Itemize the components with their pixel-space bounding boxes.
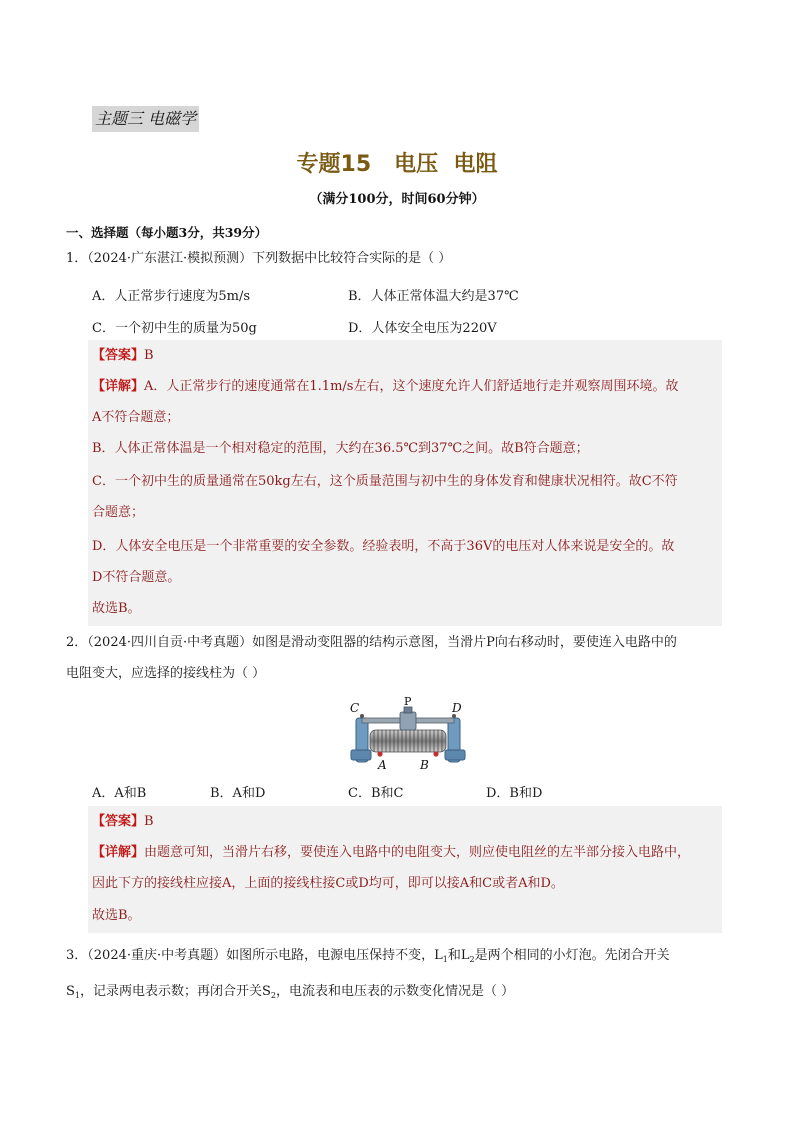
q2-detail-line-1 bbox=[92, 837, 690, 868]
subscript: 1 bbox=[74, 991, 80, 1000]
q1-option-c: C．一个初中生的质量为50g bbox=[92, 321, 257, 336]
q1-detail-line-3: B．人体正常体温是一个相对稳定的范围，大约在36.5℃到37℃之间。故B符合题意； bbox=[92, 441, 589, 456]
q1-detail-line-5: 合题意； bbox=[92, 505, 145, 520]
page-title: 专题15 电压 电阻 bbox=[296, 152, 498, 177]
topic-tag: 主题三 电磁学 bbox=[92, 106, 199, 132]
detail-text: A．人正常步行的速度通常在1.1m/s左右，这个速度允许人们舒适地行走并观察周围环境。故 bbox=[144, 379, 679, 394]
exam-info: （满分100分，时间60分钟） bbox=[309, 192, 485, 207]
label-p: P bbox=[404, 696, 412, 708]
q2-option-c: C．B和C bbox=[348, 786, 404, 801]
q3-stem-line-1 bbox=[66, 940, 670, 976]
q1-option-b: B．人体正常体温大约是37℃ bbox=[348, 289, 519, 304]
detail-label: 【详解】 bbox=[92, 379, 145, 394]
q3-text: 和L bbox=[447, 948, 470, 963]
subscript: 2 bbox=[270, 991, 276, 1000]
subscript: 1 bbox=[442, 955, 448, 964]
q3-text: ，电流表和电压表的示数变化情况是（ ） bbox=[276, 984, 515, 999]
q2-conclusion: 故选B。 bbox=[92, 908, 141, 923]
q3-text: S bbox=[66, 984, 75, 999]
rheostat-figure bbox=[348, 696, 468, 770]
label-b: B bbox=[420, 758, 429, 770]
detail-text: 由题意可知，当滑片右移，要使连入电路中的电阻变大，则应使电阻丝的左半部分接入电路中， bbox=[144, 845, 691, 860]
terminal-b bbox=[433, 751, 438, 756]
right-foot bbox=[445, 750, 465, 760]
q2-stem-line-1: 2．（2024·四川自贡·中考真题）如图是滑动变阻器的结构示意图，当滑片P向右移动时，要使连入电路中的 bbox=[66, 635, 677, 650]
answer-value: B bbox=[144, 814, 154, 829]
q1-detail-line-1 bbox=[92, 371, 678, 402]
q2-option-b: B．A和D bbox=[210, 786, 266, 801]
q2-answer bbox=[92, 806, 154, 837]
q2-answer-box bbox=[88, 806, 722, 933]
label-c: C bbox=[350, 701, 360, 715]
label-d: D bbox=[452, 701, 462, 715]
q1-detail-line-7: D不符合题意。 bbox=[92, 570, 181, 585]
q1-answer-box bbox=[88, 340, 722, 626]
answer-label: 【答案】 bbox=[92, 814, 145, 829]
q3-text: 是两个相同的小灯泡。先闭合开关 bbox=[474, 948, 670, 963]
q3-text: ，记录两电表示数；再闭合开关S bbox=[80, 984, 271, 999]
answer-value: B bbox=[144, 348, 154, 363]
terminal-c bbox=[360, 714, 364, 718]
slider-p bbox=[400, 712, 416, 730]
q1-option-a: A．人正常步行速度为5m/s bbox=[92, 289, 251, 304]
q2-detail-line-2: 因此下方的接线柱应接A，上面的接线柱接C或D均可，即可以接A和C或者A和D。 bbox=[92, 876, 564, 891]
terminal-a bbox=[377, 751, 382, 756]
answer-label: 【答案】 bbox=[92, 348, 145, 363]
q2-option-a: A．A和B bbox=[92, 786, 147, 801]
q2-option-d: D．B和D bbox=[486, 786, 543, 801]
q3-text: 3．（2024·重庆·中考真题）如图所示电路，电源电压保持不变，L bbox=[66, 948, 443, 963]
left-foot bbox=[351, 750, 371, 760]
label-a: A bbox=[378, 758, 387, 770]
detail-label: 【详解】 bbox=[92, 845, 145, 860]
q2-stem-line-2: 电阻变大，应选择的接线柱为（ ） bbox=[66, 666, 266, 681]
q1-detail-line-2: A不符合题意； bbox=[92, 410, 180, 425]
resistance-coil bbox=[370, 730, 446, 752]
q3-stem-line-2 bbox=[66, 976, 514, 1012]
q1-detail-line-4: C．一个初中生的质量通常在50kg左右，这个质量范围与初中生的身体发育和健康状况相符。故C不符 bbox=[92, 474, 678, 489]
q1-stem: 1．（2024·广东湛江·模拟预测）下列数据中比较符合实际的是（ ） bbox=[66, 251, 452, 266]
subscript: 2 bbox=[469, 955, 475, 964]
q1-conclusion: 故选B。 bbox=[92, 601, 141, 616]
q1-option-d: D．人体安全电压为220V bbox=[348, 321, 497, 336]
section-heading: 一、选择题（每小题3分，共39分） bbox=[66, 225, 268, 240]
q1-answer bbox=[92, 340, 154, 371]
q1-detail-line-6: D．人体安全电压是一个非常重要的安全参数。经验表明，不高于36V的电压对人体来说是安全的。故 bbox=[92, 539, 675, 554]
